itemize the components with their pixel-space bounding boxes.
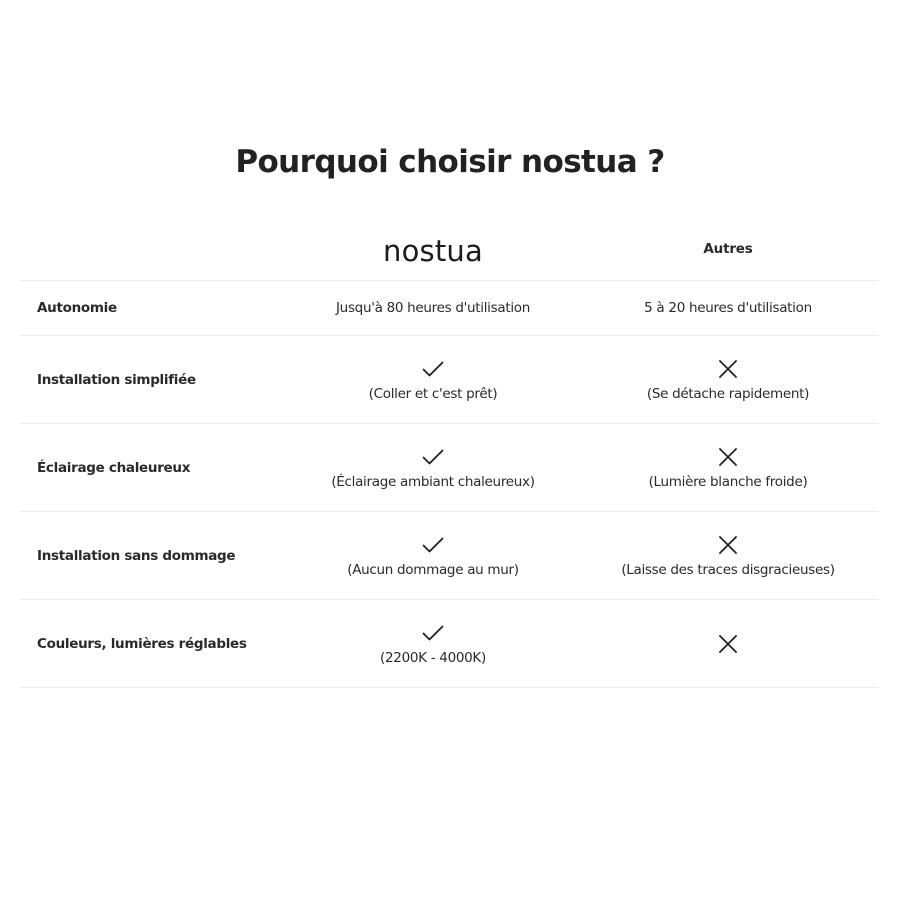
- table-row-installation-sans-dommage: [20, 512, 878, 600]
- cross-icon: [716, 357, 740, 381]
- cross-icon: [716, 445, 740, 469]
- nostua-note: (Éclairage ambiant chaleureux): [331, 474, 535, 490]
- row-label: Éclairage chaleureux: [37, 459, 191, 476]
- autres-note: (Laisse des traces disgracieuses): [621, 562, 835, 578]
- row-label: Installation sans dommage: [37, 547, 236, 564]
- table-row-eclairage-chaleureux: [20, 424, 878, 512]
- header-brand-cell: [278, 225, 588, 280]
- check-icon: [421, 533, 445, 557]
- autres-note: (Lumière blanche froide): [648, 474, 808, 490]
- autres-cell: [588, 512, 868, 599]
- table-header-row: [20, 225, 878, 281]
- autres-cell: [588, 281, 868, 335]
- header-other-label: Autres: [703, 240, 753, 257]
- autres-value: 5 à 20 heures d'utilisation: [644, 300, 812, 316]
- nostua-cell: [278, 424, 588, 511]
- table-row-autonomie: [20, 281, 878, 336]
- autres-cell: [588, 336, 868, 423]
- nostua-note: (2200K - 4000K): [380, 650, 486, 666]
- page-title: Pourquoi choisir nostua ?: [235, 144, 665, 180]
- cross-icon: [716, 632, 740, 656]
- nostua-cell: [278, 281, 588, 335]
- nostua-cell: [278, 600, 588, 687]
- autres-cell: [588, 600, 868, 687]
- nostua-note: (Aucun dommage au mur): [347, 562, 519, 578]
- check-icon: [421, 445, 445, 469]
- check-icon: [421, 621, 445, 645]
- nostua-cell: [278, 512, 588, 599]
- table-row-couleurs-reglables: [20, 600, 878, 688]
- nostua-cell: [278, 336, 588, 423]
- row-label: Autonomie: [37, 300, 117, 316]
- row-label: Couleurs, lumières réglables: [37, 635, 247, 652]
- table-row-installation-simplifiee: [20, 336, 878, 424]
- nostua-value: Jusqu'à 80 heures d'utilisation: [336, 300, 530, 316]
- autres-note: (Se détache rapidement): [646, 386, 810, 402]
- comparison-table: [20, 225, 878, 688]
- brand-logo-text: nostua: [383, 233, 483, 268]
- row-label: Installation simplifiée: [37, 371, 196, 388]
- check-icon: [421, 357, 445, 381]
- header-other-cell: [588, 225, 868, 280]
- cross-icon: [716, 533, 740, 557]
- autres-cell: [588, 424, 868, 511]
- nostua-note: (Coller et c'est prêt): [368, 386, 498, 402]
